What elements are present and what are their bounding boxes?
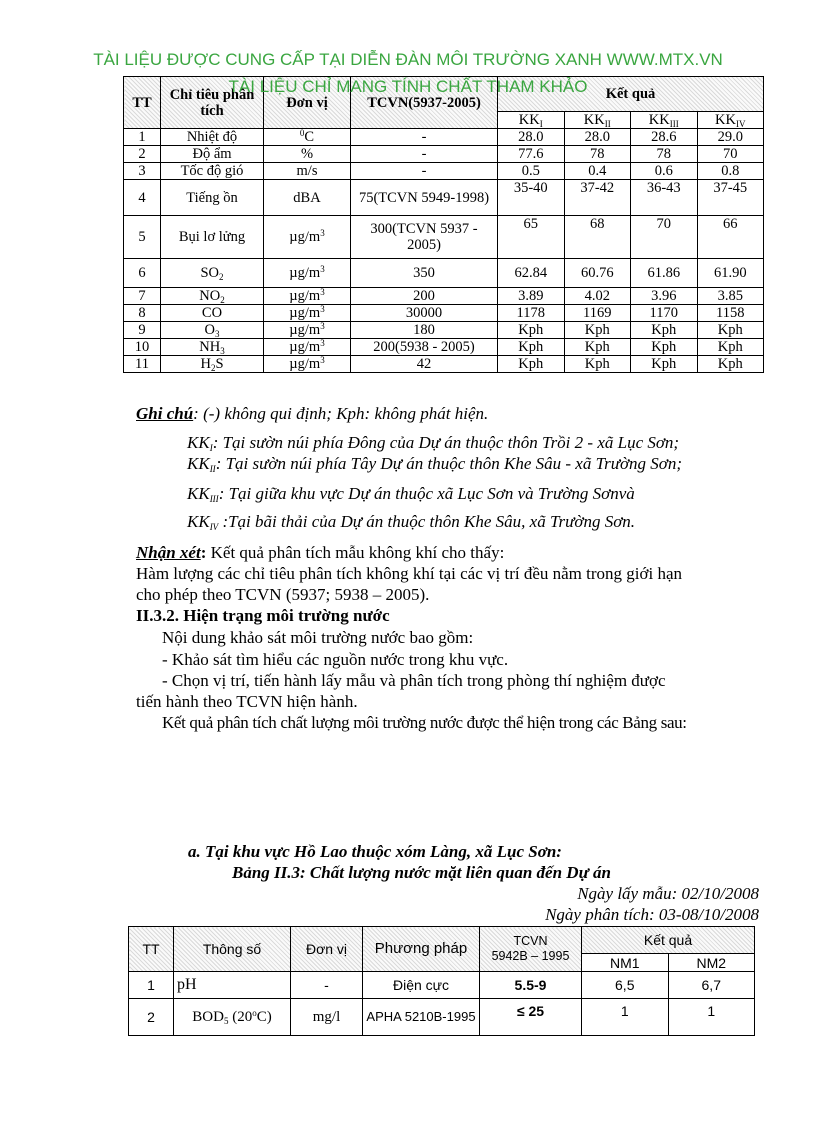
air-row-10 [124,339,764,356]
water-row-2-method: APHA 5210B-1995 [363,999,480,1036]
air-row-tt: 3 [124,163,161,180]
air-row-3 [124,163,764,180]
water-header-tt: TT [129,927,174,972]
air-row-unit: $\mu g/m^3$ [264,288,351,305]
remark-line: Nhận xét: Kết quả phân tích mẫu không khí cho thấy: [136,543,505,562]
air-row-param: Bụi lơ lửng [161,216,264,259]
air-row-value-kk3: 78 [631,146,698,163]
header-kk3: $KK_{III}$ [631,112,698,129]
water-area-title: a. Tại khu vực Hồ Lao thuộc xóm Làng, xã Lục Sơn: [188,842,562,861]
water-header-result: Kết quả [582,927,755,954]
air-row-value-kk1: 35-40 [498,180,565,216]
air-row-value-kk4: Kph [697,322,764,339]
air-row-standard: 180 [351,322,498,339]
air-row-param: $NH_3$ [161,339,264,356]
air-row-standard: - [351,129,498,146]
air-quality-table [123,76,764,373]
air-row-value-kk1: Kph [498,322,565,339]
header-param: Chỉ tiêu phân tích [161,77,264,129]
air-row-tt: 10 [124,339,161,356]
air-row-value-kk2: Kph [564,339,631,356]
water-row-1-standard: 5.5-9 [480,972,582,999]
note-kk4: $KK_{IV}$ :Tại bãi thải của Dự án thuộc thôn Khe Sâu, xã Trường Sơn. [187,512,636,532]
air-row-unit: $\mu g/m^3$ [264,356,351,373]
air-row-value-kk3: 3.96 [631,288,698,305]
air-row-standard: - [351,146,498,163]
note-kk3: $KK_{III}$: Tại giữa khu vực Dự án thuộc xã Lục Sơn và Trường Sơnvà [187,484,635,504]
header-unit: Đơn vị [264,77,351,129]
note-kk2: $KK_{II}$: Tại sườn núi phía Tây Dự án thuộc thôn Khe Sâu - xã Trường Sơn; [187,454,683,474]
air-row-param: Độ ẩm [161,146,264,163]
water-row-1-method: Điện cực [363,972,480,999]
air-row-value-kk4: 70 [697,146,764,163]
water-header-param: Thông số [174,927,291,972]
air-row-value-kk1: 77.6 [498,146,565,163]
water-row-2-tt: 2 [129,999,174,1036]
analysis-date: Ngày phân tích: 03-08/10/2008 [545,905,759,924]
air-row-tt: 8 [124,305,161,322]
air-row-value-kk3: 61.86 [631,259,698,288]
water-row-1-nm2: 6,7 [668,972,755,999]
water-row-2-nm1: 1 [582,999,669,1036]
air-row-tt: 9 [124,322,161,339]
header-tt: TT [124,77,161,129]
air-row-unit: $\mu g/m^3$ [264,259,351,288]
air-row-value-kk1: Kph [498,356,565,373]
air-row-standard: 300(TCVN 5937 - 2005) [351,216,498,259]
air-row-11 [124,356,764,373]
air-row-standard: 350 [351,259,498,288]
water-row-1-nm1: 6,5 [582,972,669,999]
air-row-standard: - [351,163,498,180]
air-row-value-kk3: 0.6 [631,163,698,180]
section-bullet-2a: - Chọn vị trí, tiến hành lấy mẫu và phân tích trong phòng thí nghiệm được [162,671,666,690]
air-row-standard: 200 [351,288,498,305]
section-intro: Nội dung khảo sát môi trường nước bao gồm: [162,628,474,647]
water-header-unit: Đơn vị [291,927,363,972]
air-row-9 [124,322,764,339]
air-row-param: Tốc độ gió [161,163,264,180]
air-row-value-kk4: 1158 [697,305,764,322]
water-header-nm2: NM2 [668,954,755,972]
water-row-1-tt: 1 [129,972,174,999]
header-kk1: $KK_I$ [498,112,565,129]
air-row-unit: % [264,146,351,163]
air-row-param: Tiếng ồn [161,180,264,216]
section-bullet-2b: tiến hành theo TCVN hiện hành. [136,692,358,711]
air-row-value-kk4: 0.8 [697,163,764,180]
air-row-value-kk2: 37-42 [564,180,631,216]
section-heading: II.3.2. Hiện trạng môi trường nước [136,606,390,625]
air-row-value-kk3: 36-43 [631,180,698,216]
air-row-tt: 2 [124,146,161,163]
air-row-value-kk1: 1178 [498,305,565,322]
remark-text-2: Hàm lượng các chỉ tiêu phân tích không khí tại các vị trí đều nằm trong giới hạn [136,564,683,583]
remark-text-3: cho phép theo TCVN (5937; 5938 – 2005). [136,585,430,604]
water-header-nm1: NM1 [582,954,669,972]
air-row-value-kk1: 0.5 [498,163,565,180]
air-row-6 [124,259,764,288]
air-row-value-kk1: 3.89 [498,288,565,305]
air-row-value-kk4: Kph [697,356,764,373]
air-row-param: $O_3$ [161,322,264,339]
air-row-value-kk4: 37-45 [697,180,764,216]
air-row-value-kk2: 68 [564,216,631,259]
watermark-line-2: TÀI LIỆU CHỈ MANG TÍNH CHẤT THAM KHẢO [228,77,588,96]
air-row-unit: m/s [264,163,351,180]
air-row-value-kk3: 70 [631,216,698,259]
air-row-value-kk4: 66 [697,216,764,259]
air-row-value-kk1: 28.0 [498,129,565,146]
air-row-unit: $\mu g/m^3$ [264,339,351,356]
air-row-standard: 42 [351,356,498,373]
air-row-2 [124,146,764,163]
header-result: Kết quả [498,77,764,112]
air-row-value-kk3: Kph [631,339,698,356]
air-row-param: CO [161,305,264,322]
air-row-param: $H_2S$ [161,356,264,373]
air-row-unit: $\mu g/m^3$ [264,322,351,339]
water-row-2-unit: mg/l [291,999,363,1036]
air-row-1 [124,129,764,146]
air-row-param: $SO_2$ [161,259,264,288]
air-row-unit: $^0$C [264,129,351,146]
sample-date: Ngày lấy mẫu: 02/10/2008 [577,884,759,903]
header-kk4: $KK_{IV}$ [697,112,764,129]
air-row-standard: 30000 [351,305,498,322]
water-row-2-nm2: 1 [668,999,755,1036]
header-standard: TCVN(5937-2005) [351,77,498,129]
air-row-value-kk2: 4.02 [564,288,631,305]
air-row-unit: $\mu g/m^3$ [264,216,351,259]
water-row-1-param: pH [174,972,291,999]
water-quality-table [128,926,755,1036]
air-row-unit: dBA [264,180,351,216]
note-line: Ghi chú: (-) không qui định; Kph: không phát hiện. [136,404,489,423]
air-row-8 [124,305,764,322]
air-row-value-kk4: 61.90 [697,259,764,288]
air-row-value-kk2: Kph [564,356,631,373]
section-closing: Kết quả phân tích chất lượng môi trường nước được thể hiện trong các Bảng sau: [162,713,687,732]
air-row-value-kk2: 78 [564,146,631,163]
air-row-value-kk2: 28.0 [564,129,631,146]
water-header-method: Phương pháp [363,927,480,972]
air-row-5 [124,216,764,259]
air-row-tt: 1 [124,129,161,146]
air-row-value-kk1: Kph [498,339,565,356]
air-row-value-kk4: 29.0 [697,129,764,146]
air-row-value-kk2: 60.76 [564,259,631,288]
air-row-value-kk2: Kph [564,322,631,339]
air-row-standard: 200(5938 - 2005) [351,339,498,356]
air-row-tt: 5 [124,216,161,259]
section-bullet-1: - Khảo sát tìm hiểu các nguồn nước trong khu vực. [162,650,509,669]
air-row-value-kk3: Kph [631,356,698,373]
air-row-param: $NO_2$ [161,288,264,305]
air-row-value-kk4: 3.85 [697,288,764,305]
air-row-value-kk4: Kph [697,339,764,356]
watermark-line-1: TÀI LIỆU ĐƯỢC CUNG CẤP TẠI DIỄN ĐÀN MÔI TRƯỜNG XANH WWW.MTX.VN [93,50,723,69]
air-row-4 [124,180,764,216]
air-row-value-kk2: 1169 [564,305,631,322]
air-row-tt: 7 [124,288,161,305]
air-row-value-kk1: 62.84 [498,259,565,288]
air-row-standard: 75(TCVN 5949-1998) [351,180,498,216]
air-row-7 [124,288,764,305]
air-row-value-kk2: 0.4 [564,163,631,180]
water-row-2-standard: ≤ 25 [480,999,582,1036]
air-row-value-kk3: 28.6 [631,129,698,146]
water-row-2-param: $BOD_5$ (20$^o$C) [174,999,291,1036]
water-table-title: Bảng II.3: Chất lượng nước mặt liên quan đến Dự án [232,863,611,882]
air-row-tt: 11 [124,356,161,373]
air-row-value-kk3: 1170 [631,305,698,322]
header-kk2: $KK_{II}$ [564,112,631,129]
air-row-param: Nhiệt độ [161,129,264,146]
water-row-1-unit: - [291,972,363,999]
note-kk1: $KK_I$: Tại sườn núi phía Đông của Dự án thuộc thôn Trồi 2 - xã Lục Sơn; [187,433,680,453]
air-row-tt: 6 [124,259,161,288]
air-row-value-kk3: Kph [631,322,698,339]
water-header-standard: TCVN 5942B – 1995 [480,927,582,972]
air-row-tt: 4 [124,180,161,216]
air-row-unit: $\mu g/m^3$ [264,305,351,322]
air-row-value-kk1: 65 [498,216,565,259]
